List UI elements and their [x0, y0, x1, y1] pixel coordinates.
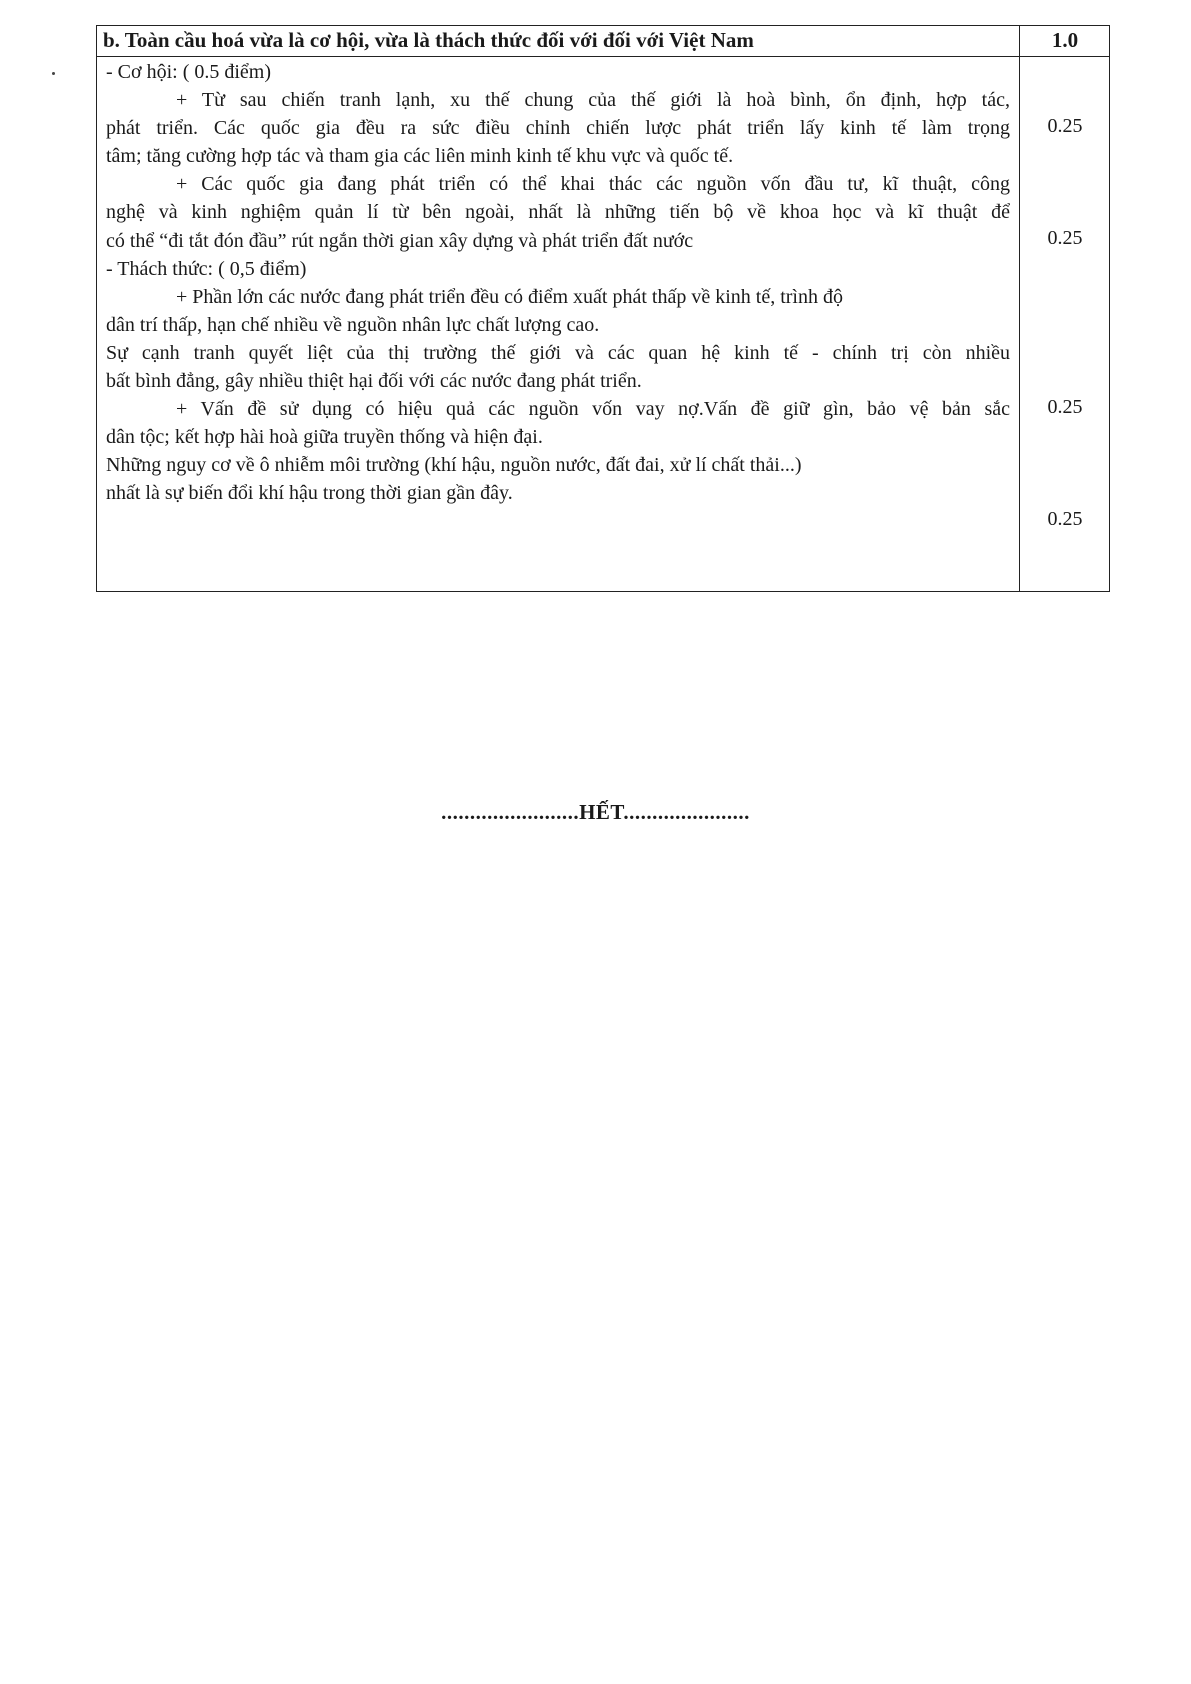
challenge-point-4-line-1: Những nguy cơ về ô nhiễm môi trường (khí hậu, nguồn nước, đất đai, xử lí chất thải...) — [106, 454, 802, 477]
opportunity-point-1-line-1: + Từ sau chiến tranh lạnh, xu thế chung của thế giới là hoà bình, ổn định, hợp tác, — [176, 89, 1010, 112]
opportunity-point-2-line-2: nghệ và kinh nghiệm quản lí từ bên ngoài, nhất là những tiến bộ về khoa học và kĩ thuật để — [106, 201, 1010, 224]
opportunity-heading: - Cơ hội: ( 0.5 điểm) — [106, 61, 271, 83]
challenge-point-1-line-2: dân trí thấp, hạn chế nhiều về nguồn nhân lực chất lượng cao. — [106, 313, 600, 336]
challenge-point-2-line-1: Sự cạnh tranh quyết liệt của thị trường thế giới và các quan hệ kinh tế - chính trị còn nhiều — [106, 341, 1010, 364]
score-item-1: 0.25 — [1047, 115, 1083, 137]
score-item-2: 0.25 — [1047, 227, 1083, 249]
end-of-document-mark: ........................HẾT...................... — [441, 800, 750, 824]
challenge-point-1-line-1: + Phần lớn các nước đang phát triển đều có điểm xuất phát thấp về kinh tế, trình độ — [176, 285, 843, 308]
challenge-heading: - Thách thức: ( 0,5 điểm) — [106, 257, 307, 280]
challenge-point-4-line-2: nhất là sự biến đổi khí hậu trong thời gian gần đây. — [106, 482, 513, 505]
header-row-divider — [97, 56, 1109, 57]
section-total-score: 1.0 — [1051, 28, 1079, 52]
score-item-4: 0.25 — [1047, 508, 1083, 530]
opportunity-point-1-line-3: tâm; tăng cường hợp tác và tham gia các liên minh kinh tế khu vực và quốc tế. — [106, 145, 734, 168]
section-title: b. Toàn cầu hoá vừa là cơ hội, vừa là thách thức đối với đối với Việt Nam — [103, 28, 754, 52]
score-column-divider — [1019, 26, 1020, 591]
opportunity-point-2-line-3: có thể “đi tắt đón đầu” rút ngắn thời gian xây dựng và phát triển đất nước — [106, 229, 694, 252]
challenge-point-3-line-1: + Vấn đề sử dụng có hiệu quả các nguồn vốn vay nợ.Vấn đề giữ gìn, bảo vệ bản sắc — [176, 398, 1010, 421]
score-item-3: 0.25 — [1047, 396, 1083, 418]
answer-table — [96, 25, 1110, 592]
challenge-point-2-line-2: bất bình đẳng, gây nhiều thiệt hại đối với các nước đang phát triển. — [106, 370, 642, 393]
opportunity-point-1-line-2: phát triển. Các quốc gia đều ra sức điều chỉnh chiến lược phát triển lấy kinh tế làm trọng — [106, 117, 1010, 140]
answer-content — [106, 58, 1010, 508]
opportunity-point-2-line-1: + Các quốc gia đang phát triển có thể khai thác các nguồn vốn đầu tư, kĩ thuật, công — [176, 173, 1010, 196]
scan-speck — [52, 72, 55, 75]
challenge-point-3-line-2: dân tộc; kết hợp hài hoà giữa truyền thống và hiện đại. — [106, 426, 543, 449]
